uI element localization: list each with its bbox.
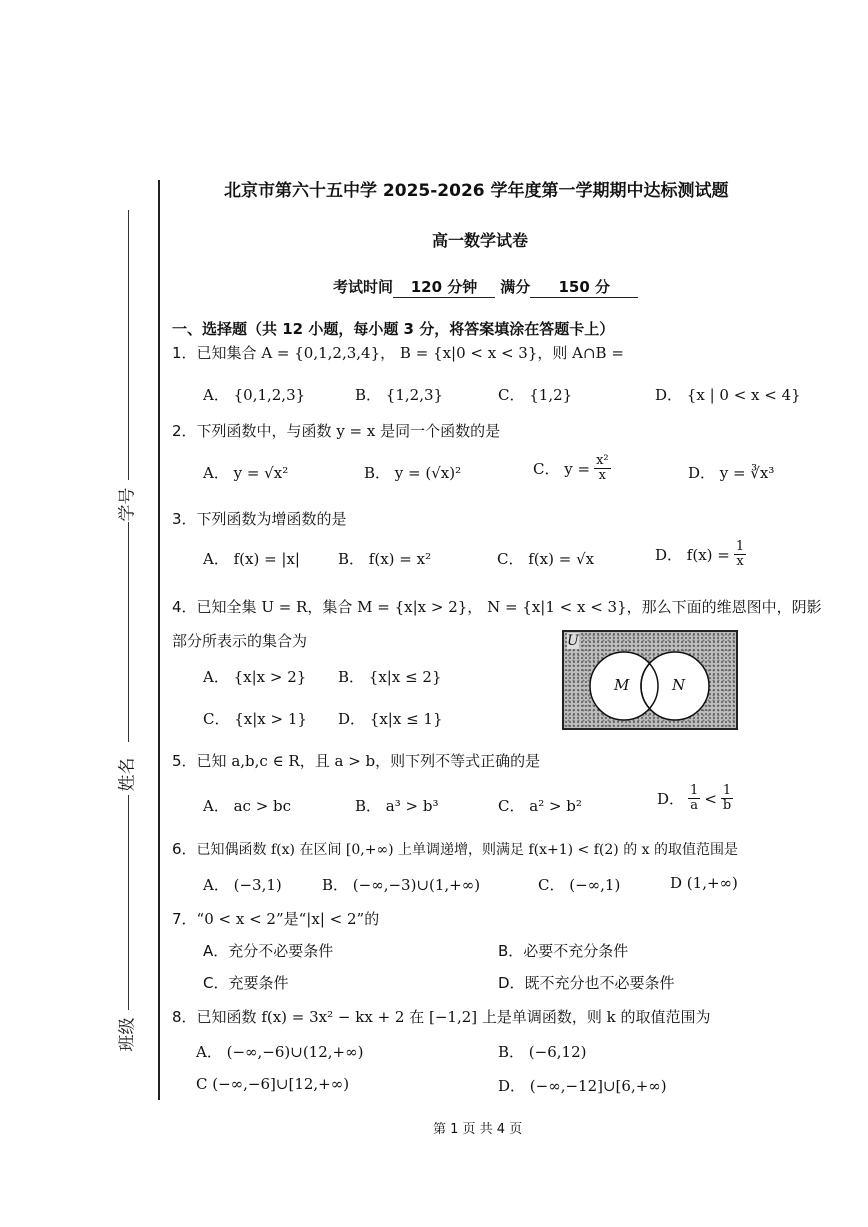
binding-line [158, 180, 160, 1100]
q1-option-b: B． {1,2,3} [355, 386, 444, 404]
question-number: 8． [172, 1008, 197, 1026]
class-line [128, 795, 129, 1010]
venn-diagram [562, 630, 738, 730]
question-number: 5． [172, 752, 197, 770]
question-stem: “0 < x < 2”是“|x| < 2”的 [196, 910, 380, 928]
question-number: 6． [172, 840, 197, 858]
question-stem: 下列函数为增函数的是 [196, 510, 347, 528]
q8-option-c: C (−∞,−6]∪[12,+∞) [196, 1075, 350, 1093]
score-label: 满分 [500, 278, 531, 296]
q8-option-a: A． (−∞,−6)∪(12,+∞) [196, 1043, 364, 1061]
name-line [128, 522, 129, 742]
section-heading: 一、选择题（共 12 小题，每小题 3 分，将答案填涂在答题卡上） [172, 320, 615, 338]
q5-option-c: C． a² > b² [498, 797, 582, 815]
q5-option-d [657, 784, 733, 813]
set-m-label: M [614, 676, 630, 694]
q5-option-b: B． a³ > b³ [355, 797, 439, 815]
fraction-denominator: x [736, 554, 744, 569]
fraction-numerator: x² [596, 453, 609, 468]
q7-option-b: B．必要不充分条件 [498, 942, 629, 960]
time-label: 考试时间 [333, 278, 394, 296]
question-number: 4． [172, 598, 197, 616]
exam-subtitle: 高一数学试卷 [432, 231, 529, 250]
venn-svg [564, 632, 736, 728]
fraction-numerator: 1 [722, 783, 732, 798]
question-2 [172, 420, 500, 441]
q2-option-c-fraction [594, 454, 611, 483]
q8-option-b: B． (−6,12) [498, 1043, 587, 1061]
question-stem: 已知全集 U = R，集合 M = {x|x > 2}， N = {x|1 < x < 3}，那么下面的维恩图中，阴影 [196, 598, 822, 616]
page-footer: 第 1 页 共 4 页 [433, 1122, 523, 1137]
question-7 [172, 908, 379, 929]
fraction-denominator: a [690, 798, 699, 813]
q4-option-a: A． {x|x > 2} [203, 668, 307, 686]
student-id-label: 学号 [117, 487, 138, 522]
fraction-numerator: 1 [690, 783, 699, 798]
question-stem: 下列函数中，与函数 y = x 是同一个函数的是 [196, 422, 501, 440]
question-1 [172, 342, 624, 363]
fraction-numerator: 1 [735, 539, 745, 554]
q2-option-c [533, 454, 611, 483]
q7-option-c: C．充要条件 [203, 974, 289, 992]
universe-label: U [567, 633, 579, 649]
q1-option-a: A． {0,1,2,3} [203, 386, 306, 404]
q2-option-c-label: C． y = [533, 460, 591, 478]
student-id-line [128, 210, 129, 480]
q4-option-b: B． {x|x ≤ 2} [338, 668, 442, 686]
q4-option-d: D． {x|x ≤ 1} [338, 710, 443, 728]
less-than-sign: < [704, 789, 717, 808]
q6-option-b: B． (−∞,−3)∪(1,+∞) [322, 876, 481, 894]
q6-option-d: D (1,+∞) [670, 874, 738, 892]
q8-option-d: D． (−∞,−12]∪[6,+∞) [498, 1077, 667, 1095]
question-number: 1． [172, 344, 197, 362]
q4-stem-line2: 部分所表示的集合为 [172, 632, 308, 650]
q2-option-a: A． y = √x² [203, 464, 289, 482]
time-value: 120 分钟 [393, 276, 495, 298]
q2-option-b: B． y = (√x)² [364, 464, 462, 482]
fraction-denominator: b [722, 798, 732, 813]
set-n-label: N [672, 676, 686, 694]
question-8 [172, 1006, 711, 1027]
question-stem: 已知集合 A = {0,1,2,3,4}， B = {x|0 < x < 3}，则 A∩B = [196, 344, 624, 362]
question-number: 2． [172, 422, 197, 440]
name-label: 姓名 [117, 757, 138, 792]
question-stem: 已知偶函数 f(x) 在区间 [0,+∞) 上单调递增，则满足 f(x+1) < f(2) 的 x 的取值范围是 [196, 842, 738, 858]
question-stem: 已知函数 f(x) = 3x² − kx + 2 在 [−1,2] 上是单调函数，则 k 的取值范围为 [196, 1008, 711, 1026]
q7-option-a: A．充分不必要条件 [203, 942, 334, 960]
q3-option-a: A． f(x) = |x| [203, 550, 300, 568]
q6-option-a: A． (−3,1) [203, 876, 282, 894]
score-value: 150 分 [530, 276, 638, 298]
question-6 [172, 838, 738, 859]
exam-title: 北京市第六十五中学 2025-2026 学年度第一学期期中达标测试题 [224, 181, 729, 201]
q7-option-d: D．既不充分也不必要条件 [498, 974, 675, 992]
q2-option-d: D． y = ∛x³ [688, 464, 775, 482]
q5-option-d-fraction-a [688, 784, 700, 813]
q3-option-d [655, 540, 746, 569]
q3-option-c: C． f(x) = √x [497, 550, 595, 568]
q5-option-d-label: D． [657, 790, 685, 808]
question-number: 3． [172, 510, 197, 528]
q3-option-d-label: D． f(x) = [655, 546, 730, 564]
q5-option-d-fraction-b [721, 784, 733, 813]
q4-option-c: C． {x|x > 1} [203, 710, 307, 728]
question-number: 7． [172, 910, 197, 928]
q5-option-a: A． ac > bc [203, 797, 292, 815]
q6-option-c: C． (−∞,1) [538, 876, 621, 894]
question-stem: 已知 a,b,c ∈ R，且 a > b，则下列不等式正确的是 [196, 752, 541, 770]
question-3 [172, 508, 347, 529]
question-4 [172, 596, 822, 617]
fraction-denominator: x [598, 468, 606, 483]
q1-option-d: D． {x | 0 < x < 4} [655, 386, 801, 404]
q1-option-c: C． {1,2} [498, 386, 573, 404]
q3-option-d-fraction [734, 540, 746, 569]
class-label: 班级 [117, 1017, 138, 1052]
question-5 [172, 750, 540, 771]
q3-option-b: B． f(x) = x² [338, 550, 432, 568]
exam-info [333, 276, 638, 298]
